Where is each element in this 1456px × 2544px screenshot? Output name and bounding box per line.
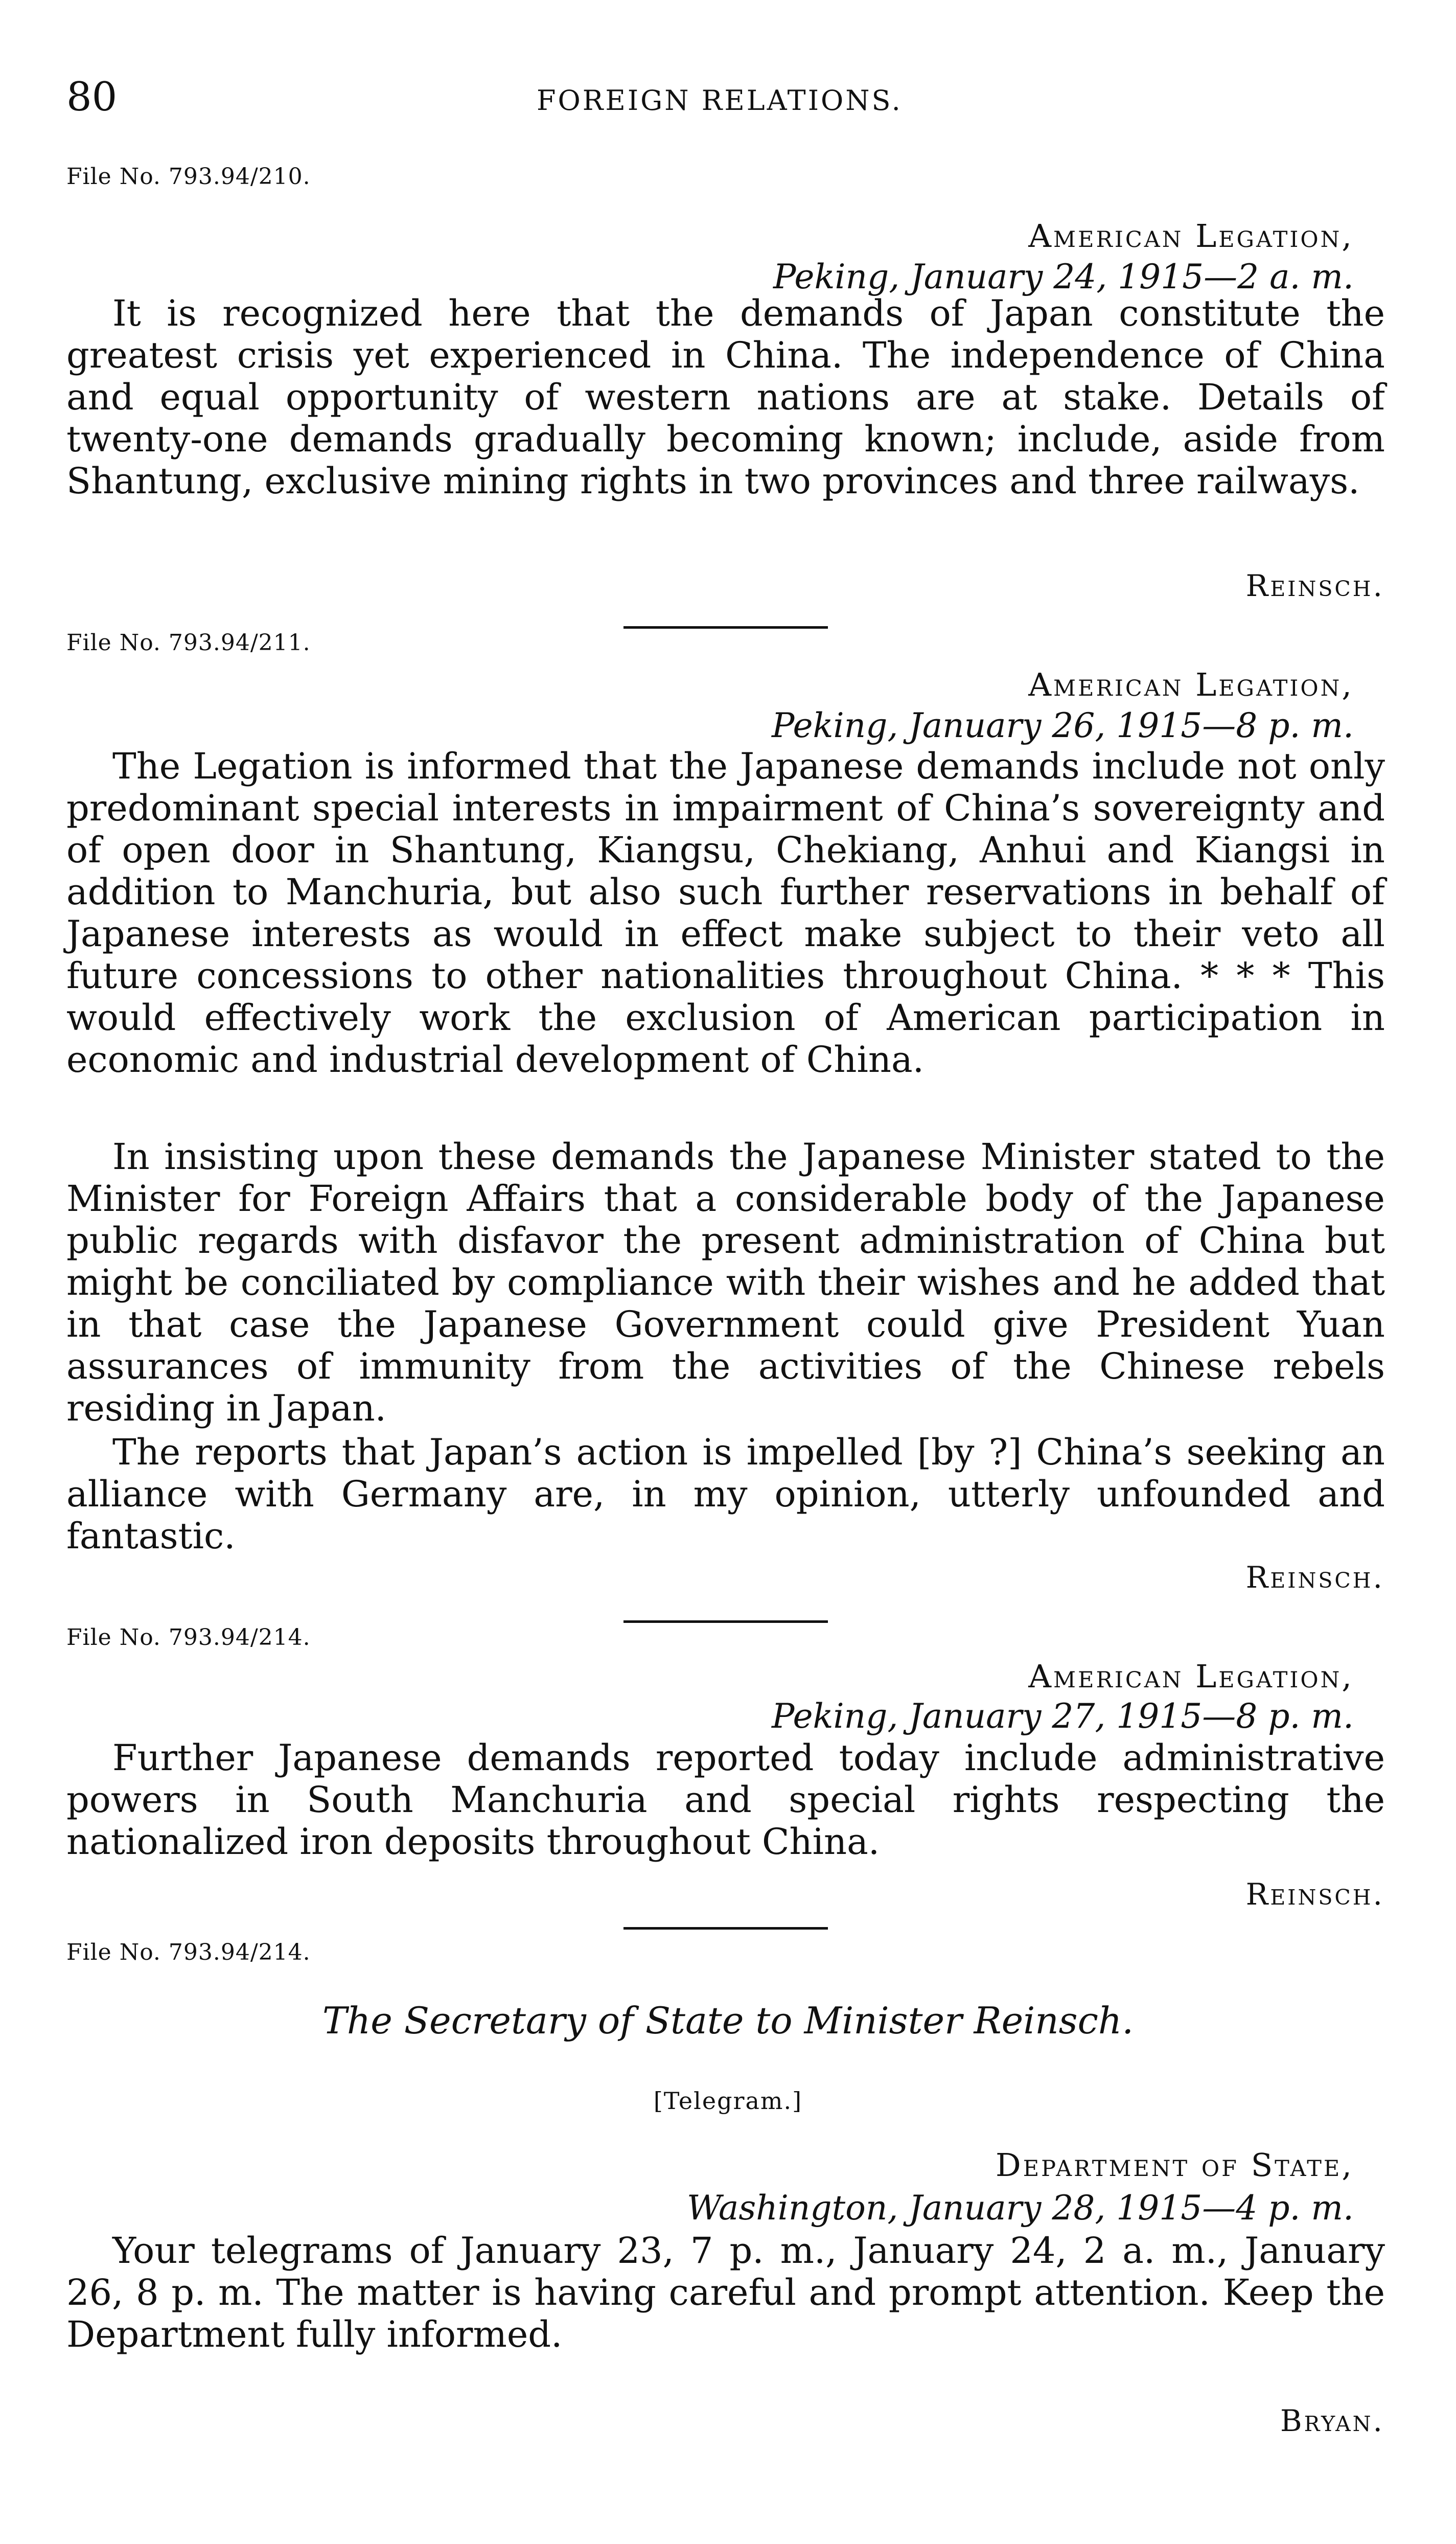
dateline: Peking, January 24, 1915—2 a. m. <box>773 257 1354 296</box>
section-divider <box>623 1620 828 1623</box>
message-subheading: [Telegram.] <box>653 2087 803 2115</box>
dateline: Peking, January 27, 1915—8 p. m. <box>772 1697 1354 1736</box>
signature: Reinsch. <box>1245 1560 1384 1595</box>
signature: Reinsch. <box>1245 568 1384 603</box>
dateline: Washington, January 28, 1915—4 p. m. <box>686 2188 1354 2228</box>
message-paragraph: Your telegrams of January 23, 7 p. m., January 24, 2 a. m., January 26, 8 p. m. The matter is having careful and prompt attention. Keep the Department fully informed. <box>66 2230 1385 2355</box>
running-title: FOREIGN RELATIONS. <box>537 84 903 117</box>
message-paragraph: In insisting upon these demands the Japanese Minister stated to the Minister for Foreign Affairs that a considerable body of the Japanese public regards with disfavor the present administration of China but might be conciliated by compliance with their wishes and he added that in that case the Japanese Government could give President Yuan assurances of immunity from the activities of the Chinese rebels residing in Japan. <box>66 1136 1385 1429</box>
sender: American Legation, <box>1028 217 1354 255</box>
sender: American Legation, <box>1028 666 1354 703</box>
dateline: Peking, January 26, 1915—8 p. m. <box>772 706 1354 745</box>
running-head <box>66 72 1395 128</box>
sender: Department of State, <box>996 2146 1354 2184</box>
message-paragraph: The Legation is informed that the Japanese demands include not only predominant special interests in impairment of China’s sovereignty and of open door in Shantung, Kiangsu, Chekiang, Anhui and Kiangsi in addition to Manchuria, but also such further reservations in behalf of Japanese interests as would in effect make subject to their veto all future concessions to other nationalities throughout China. * * * This would effectively work the exclusion of American participation in economic and industrial development of China. <box>66 745 1385 1081</box>
file-number: File No. 793.94/214. <box>66 1624 311 1651</box>
signature: Bryan. <box>1280 2403 1384 2438</box>
section-divider <box>623 1927 828 1930</box>
message-paragraph: It is recognized here that the demands of Japan constitute the greatest crisis yet experienced in China. The independence of China and equal opportunity of western nations are at stake. Details of twenty-one demands gradually becoming known; include, aside from Shantung, exclusive mining rights in two provinces and three railways. <box>66 292 1385 502</box>
message-heading: The Secretary of State to Minister Reinsch. <box>322 1999 1134 2042</box>
page-number: 80 <box>66 74 118 120</box>
signature: Reinsch. <box>1245 1877 1384 1912</box>
file-number: File No. 793.94/211. <box>66 630 311 656</box>
message-paragraph: Further Japanese demands reported today include administrative powers in South Manchuria and special rights respecting the nationalized iron deposits throughout China. <box>66 1737 1385 1863</box>
sender: American Legation, <box>1028 1658 1354 1695</box>
section-divider <box>623 626 828 629</box>
message-paragraph: The reports that Japan’s action is impelled [by ?] China’s seeking an alliance with Germany are, in my opinion, utterly unfounded and fantastic. <box>66 1431 1385 1557</box>
file-number: File No. 793.94/210. <box>66 164 311 190</box>
file-number: File No. 793.94/214. <box>66 1939 311 1965</box>
